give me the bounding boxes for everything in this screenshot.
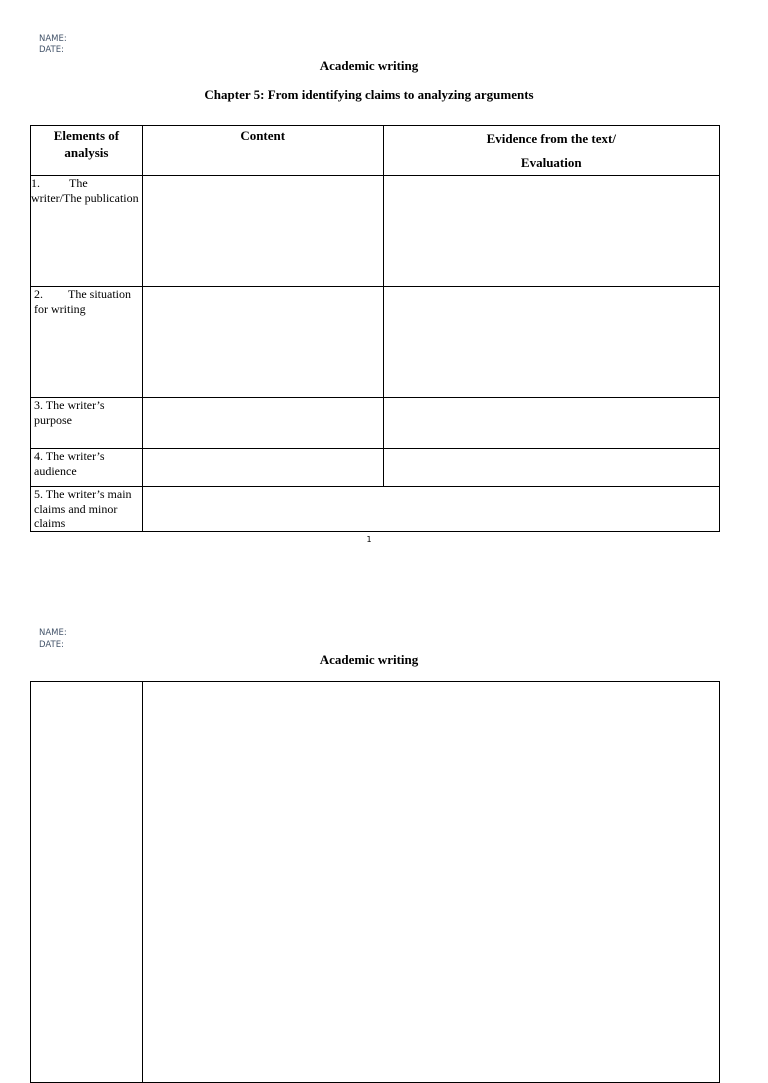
table-row xyxy=(31,398,720,449)
row-number: 1. xyxy=(31,176,40,190)
evidence-cell[interactable] xyxy=(383,176,719,287)
table-header-row xyxy=(31,126,720,176)
row-text: The writer’s audience xyxy=(34,449,105,478)
row-number: 5. xyxy=(34,487,43,501)
evidence-cell[interactable] xyxy=(383,449,719,487)
row-text: The writer’s purpose xyxy=(34,398,105,427)
page-number: 1 xyxy=(366,535,372,544)
row-number: 3. xyxy=(34,398,43,412)
date-label: DATE: xyxy=(39,45,64,55)
name-label: NAME: xyxy=(39,628,67,638)
row-label-situation xyxy=(31,287,143,398)
evidence-cell[interactable] xyxy=(383,398,719,449)
content-cell[interactable] xyxy=(142,176,383,287)
row-label-audience xyxy=(31,449,143,487)
row-text: The writer/The publication xyxy=(31,176,139,205)
page-title: Academic writing xyxy=(319,652,419,667)
header-content: Content xyxy=(142,126,383,176)
row-label-claims xyxy=(31,487,143,532)
row-number: 2. xyxy=(34,287,43,301)
content-cell[interactable] xyxy=(142,449,383,487)
name-label: NAME: xyxy=(39,34,67,44)
header-evidence: Evidence from the text/ Evaluation xyxy=(383,126,719,176)
continuation-label-column xyxy=(142,682,143,1082)
table-row xyxy=(31,176,720,287)
content-cell[interactable] xyxy=(142,398,383,449)
continuation-table xyxy=(30,681,720,1083)
chapter-subtitle: Chapter 5: From identifying claims to analyzing arguments xyxy=(204,87,534,102)
evidence-cell[interactable] xyxy=(383,287,719,398)
table-row xyxy=(31,449,720,487)
content-cell[interactable] xyxy=(142,287,383,398)
date-label: DATE: xyxy=(39,640,64,650)
row-text: The writer’s main claims and minor claims xyxy=(34,487,132,530)
row-label-purpose xyxy=(31,398,143,449)
row-label-writer xyxy=(31,176,143,287)
row-number: 4. xyxy=(34,449,43,463)
table-row xyxy=(31,287,720,398)
page-title: Academic writing xyxy=(319,58,419,73)
row-text: The situation for writing xyxy=(34,287,131,316)
analysis-table xyxy=(30,125,720,532)
claims-cell[interactable] xyxy=(142,487,719,532)
header-elements: Elements of analysis xyxy=(31,126,143,176)
table-row xyxy=(31,487,720,532)
